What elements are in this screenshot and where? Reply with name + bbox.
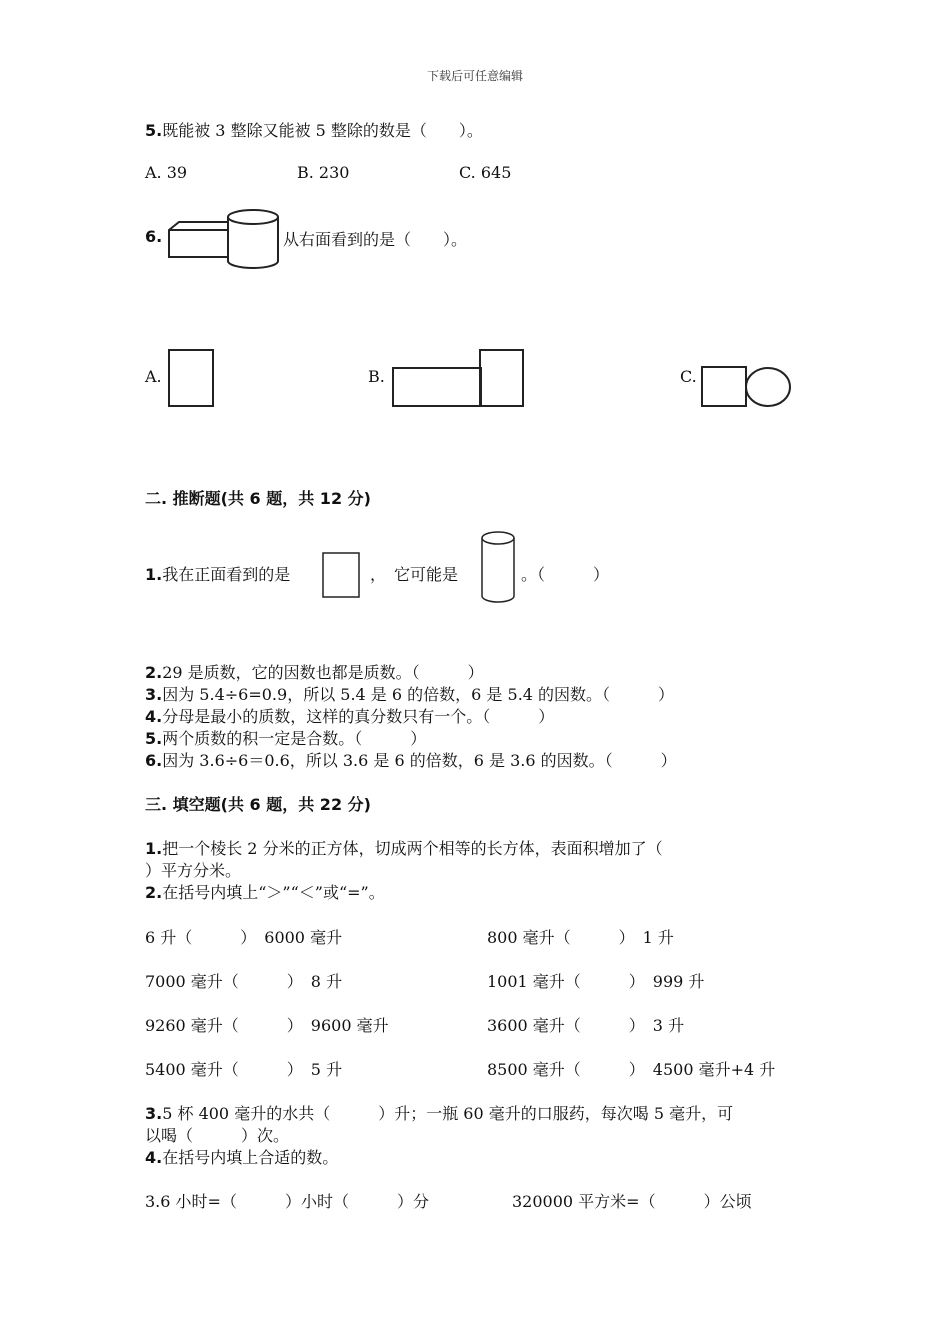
- option-c-square-circle-figure: [701, 366, 796, 410]
- question-5: [145, 118, 483, 141]
- option-a: A.: [145, 367, 162, 386]
- s2-question-1-part-a: 1.我在正面看到的是: [145, 565, 291, 584]
- s3-question-1-line-1: 1.把一个棱长 2 分米的正方体，切成两个相等的长方体，表面积增加了（: [145, 839, 663, 858]
- compare-item: 8500 毫升（ ） 4500 毫升+4 升: [487, 1060, 776, 1079]
- s2-question-1-part-c: 。（ ）: [521, 565, 610, 584]
- option-b: B. 230: [297, 163, 350, 182]
- section-3-title: 三. 填空题(共 6 题，共 22 分): [145, 795, 371, 814]
- conversion-item: 320000 平方米=（ ）公顷: [512, 1192, 752, 1211]
- option-c: C.: [680, 367, 697, 386]
- question-number: 5.: [145, 121, 163, 140]
- compare-item: 1001 毫升（ ） 999 升: [487, 972, 705, 991]
- cuboid-cylinder-figure: [165, 205, 285, 271]
- s3-question-4: 4.在括号内填上合适的数。: [145, 1148, 339, 1167]
- compare-item: 3600 毫升（ ） 3 升: [487, 1016, 685, 1035]
- s2-question-4: 4.分母是最小的质数，这样的真分数只有一个。（ ）: [145, 707, 555, 726]
- s2-question-5: 5.两个质数的积一定是合数。（ ）: [145, 729, 427, 748]
- square-figure: [322, 552, 364, 602]
- option-c: C. 645: [459, 163, 512, 182]
- compare-item: 9260 毫升（ ） 9600 毫升: [145, 1016, 389, 1035]
- option-a-rectangle-figure: [168, 349, 216, 409]
- section-2-title: 二. 推断题(共 6 题，共 12 分): [145, 489, 371, 508]
- s2-question-2: 2.29 是质数，它的因数也都是质数。（ ）: [145, 663, 484, 682]
- s3-question-1-line-2: ）平方分米。: [145, 861, 242, 880]
- compare-item: 6 升（ ） 6000 毫升: [145, 928, 343, 947]
- s3-question-2: 2.在括号内填上“＞”“＜”或“=”。: [145, 883, 385, 902]
- question-6-text: 从右面看到的是（ ）。: [283, 230, 468, 249]
- compare-item: 7000 毫升（ ） 8 升: [145, 972, 343, 991]
- s2-question-6: 6.因为 3.6÷6＝0.6，所以 3.6 是 6 的倍数，6 是 3.6 的因数。（ ）: [145, 751, 677, 770]
- question-text: 既能被 3 整除又能被 5 整除的数是（ ）。: [162, 121, 483, 140]
- option-b: B.: [368, 367, 385, 386]
- question-6-number: 6.: [145, 227, 163, 246]
- conversion-item: 3.6 小时=（ ）小时（ ）分: [145, 1192, 429, 1211]
- option-b-rectangles-figure: [392, 349, 527, 409]
- s3-question-3-line-1: 3.5 杯 400 毫升的水共（ ）升；一瓶 60 毫升的口服药，每次喝 5 毫升，可: [145, 1104, 734, 1123]
- s2-question-3: 3.因为 5.4÷6=0.9，所以 5.4 是 6 的倍数，6 是 5.4 的因数。（ ）: [145, 685, 675, 704]
- s2-question-1-part-b: ， 它可能是: [370, 565, 459, 584]
- cylinder-figure: [481, 530, 521, 606]
- compare-item: 800 毫升（ ） 1 升: [487, 928, 674, 947]
- page-header: 下载后可任意编辑: [426, 69, 523, 83]
- option-a: A. 39: [145, 163, 188, 182]
- compare-item: 5400 毫升（ ） 5 升: [145, 1060, 343, 1079]
- s3-question-3-line-2: 以喝（ ）次。: [145, 1126, 290, 1145]
